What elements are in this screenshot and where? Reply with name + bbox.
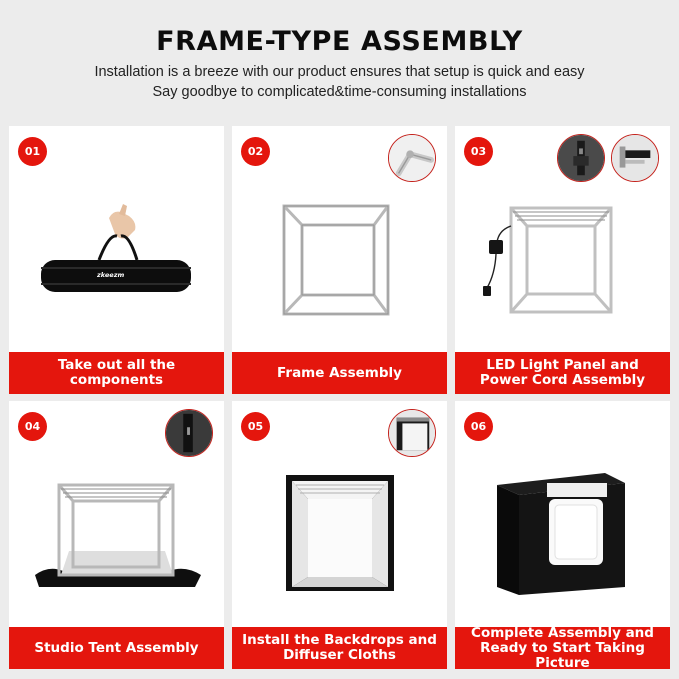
step-number-badge: 01 bbox=[18, 137, 47, 166]
step-number-badge: 03 bbox=[464, 137, 493, 166]
step-caption: Complete Assembly and Ready to Start Taking Picture bbox=[455, 627, 670, 669]
step-card-4 bbox=[9, 401, 224, 669]
step-caption: Take out all the components bbox=[9, 352, 224, 394]
light-box-icon bbox=[455, 401, 670, 627]
step-number-badge: 05 bbox=[241, 412, 270, 441]
step-caption: Frame Assembly bbox=[232, 352, 447, 394]
page-title: FRAME-TYPE ASSEMBLY bbox=[156, 26, 523, 57]
step-card-3 bbox=[455, 126, 670, 394]
studio-tent-icon bbox=[9, 401, 224, 627]
bag-brand-label: zkeezm bbox=[97, 271, 125, 279]
frame-icon bbox=[232, 126, 447, 352]
step-card-1 bbox=[9, 126, 224, 394]
step-number-badge: 02 bbox=[241, 137, 270, 166]
step-caption: LED Light Panel and Power Cord Assembly bbox=[455, 352, 670, 394]
step-card-6 bbox=[455, 401, 670, 669]
studio-tent-icon bbox=[232, 401, 447, 627]
step-number-badge: 06 bbox=[464, 412, 493, 441]
step-card-5 bbox=[232, 401, 447, 669]
led-frame-icon bbox=[455, 126, 670, 352]
subtitle-line-2: Say goodbye to complicated&time-consuming installations bbox=[152, 84, 527, 100]
step-caption: Studio Tent Assembly bbox=[9, 627, 224, 669]
subtitle-line-1: Installation is a breeze with our product ensures that setup is quick and easy bbox=[94, 64, 585, 80]
step-card-2 bbox=[232, 126, 447, 394]
step-number-badge: 04 bbox=[18, 412, 47, 441]
step-caption: Install the Backdrops and Diffuser Cloths bbox=[232, 627, 447, 669]
power-cord-icon bbox=[483, 226, 511, 296]
carry-bag-icon bbox=[9, 126, 224, 352]
